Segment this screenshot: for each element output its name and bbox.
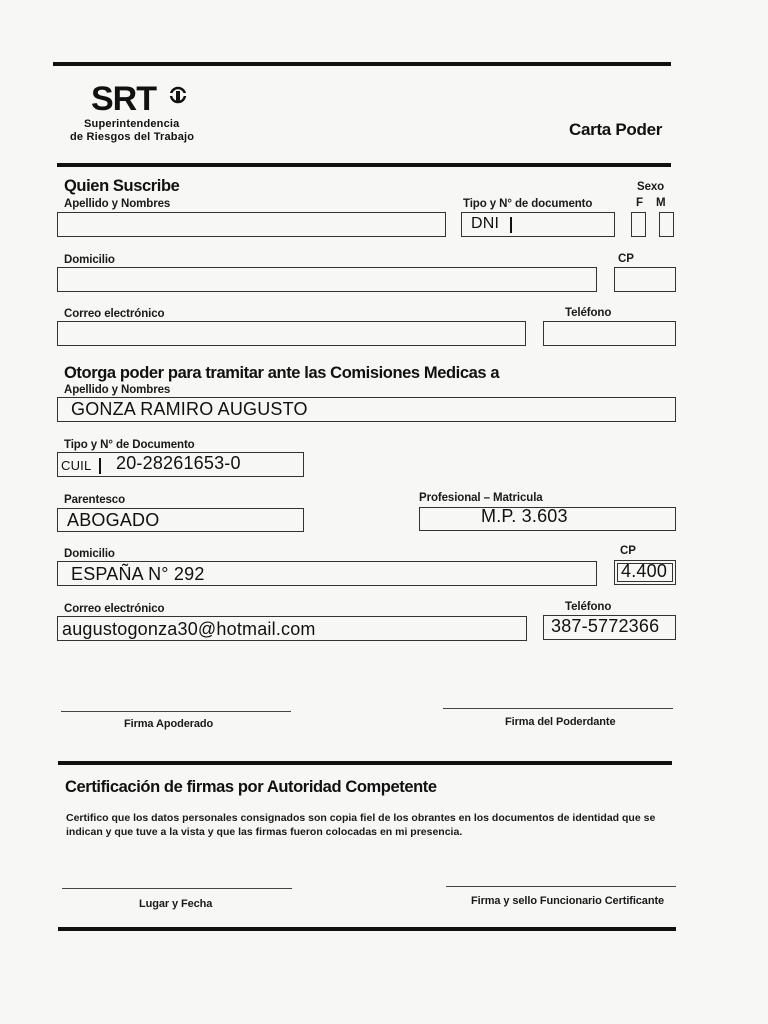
profesional-value: M.P. 3.603	[481, 506, 568, 526]
apoderado-tipo-doc-type: CUIL	[61, 458, 92, 473]
apoderado-telefono-value: 387-5772366	[551, 616, 660, 636]
profesional-field[interactable]	[419, 507, 676, 531]
telefono-field[interactable]	[543, 321, 676, 346]
logo-mark-icon	[169, 86, 187, 104]
label-apoderado-telefono: Teléfono	[565, 601, 612, 613]
firma-apoderado-label: Firma Apoderado	[124, 718, 214, 730]
label-telefono: Teléfono	[565, 307, 612, 319]
apoderado-tipo-doc-value: 20-28261653-0	[116, 453, 241, 473]
firma-funcionario-label: Firma y sello Funcionario Certificante	[471, 895, 665, 907]
label-profesional: Profesional – Matricula	[419, 492, 543, 504]
label-sexo: Sexo	[637, 181, 665, 193]
firma-funcionario-line	[446, 886, 676, 887]
parentesco-field[interactable]	[57, 508, 304, 532]
sexo-m-checkbox[interactable]	[659, 212, 674, 237]
label-sexo-f: F	[636, 197, 643, 209]
label-cp: CP	[618, 253, 634, 265]
apoderado-tipo-doc-field[interactable]	[57, 452, 304, 477]
label-apoderado-correo: Correo electrónico	[64, 603, 165, 615]
section-quien-suscribe: Quien Suscribe	[64, 177, 180, 195]
apoderado-cp-field[interactable]	[614, 560, 676, 585]
logo-line2: de Riesgos del Trabajo	[70, 131, 195, 143]
firma-poderdante-label: Firma del Poderdante	[505, 716, 616, 728]
tipo-doc-field[interactable]	[461, 212, 615, 237]
certificacion-text: Certifico que los datos personales consignados son copia fiel de los obrantes en los documentos de identidad que se indican y que tuve a la vista y que las firmas fueron colocadas en mi presencia.	[66, 812, 656, 838]
sexo-f-checkbox[interactable]	[631, 212, 646, 237]
logo-line1: Superintendencia	[84, 118, 180, 130]
label-domicilio: Domicilio	[64, 254, 115, 266]
header-rule	[57, 163, 671, 167]
apoderado-domicilio-field[interactable]	[57, 561, 597, 586]
correo-field[interactable]	[57, 321, 526, 346]
domicilio-field[interactable]	[57, 267, 597, 292]
apoderado-correo-field[interactable]	[57, 616, 527, 641]
section-otorga-poder: Otorga poder para tramitar ante las Comisiones Medicas a	[64, 364, 500, 382]
label-apoderado-cp: CP	[620, 545, 636, 557]
logo-text: SRT	[91, 80, 156, 118]
label-tipo-doc: Tipo y N° de documento	[463, 198, 593, 210]
apoderado-correo-value: augustogonza30@hotmail.com	[62, 619, 316, 639]
label-apoderado-tipo-doc: Tipo y N° de Documento	[64, 439, 195, 451]
parentesco-value: ABOGADO	[67, 510, 160, 530]
apoderado-cp-value: 4.400	[621, 561, 668, 581]
firma-poderdante-line	[443, 708, 673, 709]
label-apellido: Apellido y Nombres	[64, 198, 171, 210]
firma-apoderado-line	[61, 711, 291, 712]
page-title: Carta Poder	[569, 120, 663, 139]
section-certificacion: Certificación de firmas por Autoridad Competente	[65, 778, 437, 796]
label-correo: Correo electrónico	[64, 308, 165, 320]
lugar-fecha-label: Lugar y Fecha	[139, 898, 213, 910]
label-parentesco: Parentesco	[64, 494, 126, 506]
lugar-fecha-line	[62, 888, 292, 889]
apellido-field[interactable]	[57, 212, 446, 237]
bottom-rule	[58, 927, 676, 931]
cp-field[interactable]	[614, 267, 676, 292]
label-apoderado-apellido: Apellido y Nombres	[64, 384, 171, 396]
apoderado-apellido-value: GONZA RAMIRO AUGUSTO	[71, 399, 308, 419]
tipo-doc-value: DNI	[471, 215, 500, 232]
apoderado-apellido-field[interactable]	[57, 397, 676, 422]
srt-logo	[66, 80, 226, 142]
text-cursor	[510, 217, 512, 233]
separator-bar	[99, 458, 101, 474]
apoderado-domicilio-value: ESPAÑA N° 292	[71, 564, 205, 584]
label-sexo-m: M	[656, 197, 666, 209]
apoderado-telefono-field[interactable]	[543, 615, 676, 640]
top-rule	[53, 62, 671, 66]
certificacion-top-rule	[58, 761, 672, 765]
label-apoderado-domicilio: Domicilio	[64, 548, 115, 560]
